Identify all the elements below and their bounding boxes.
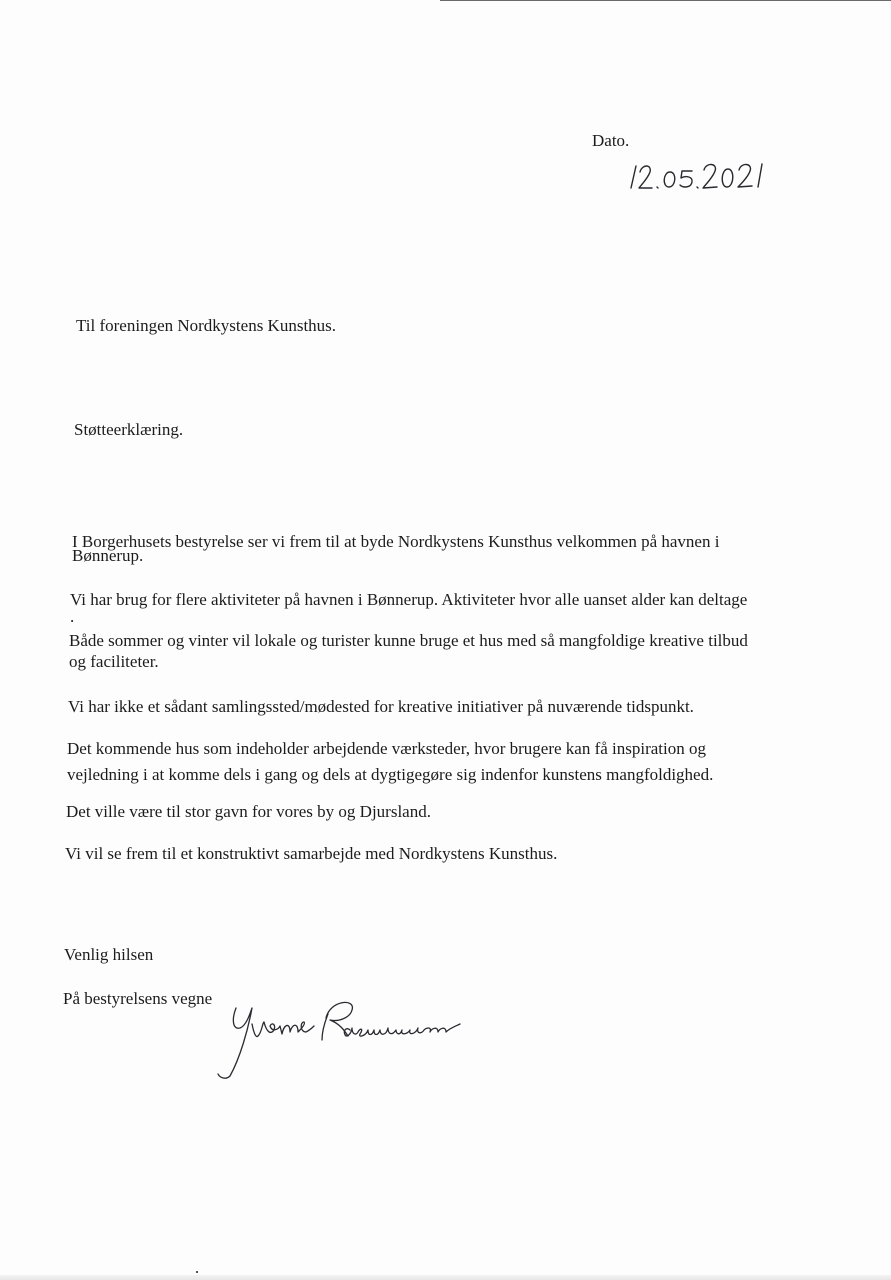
paragraph-2-line-1: Vi har brug for flere aktiviteter på havnen i Bønnerup. Aktiviteter hvor alle uanset alder kan deltage: [70, 590, 748, 609]
paragraph-2-line-3: Både sommer og vinter vil lokale og turister kunne bruge et hus med så mangfoldige kreative tilbud: [69, 631, 748, 650]
paragraph-1-line-1: I Borgerhusets bestyrelse ser vi frem til at byde Nordkystens Kunsthus velkommen på havnen i: [72, 532, 720, 551]
subject-heading: Støtteerklæring.: [74, 420, 184, 439]
paragraph-2-line-4: og faciliteter.: [69, 652, 159, 671]
scan-bottom-edge: [0, 1275, 891, 1280]
handwritten-signature: [210, 990, 490, 1085]
date-label: Dato.: [592, 131, 630, 150]
scan-speck: [196, 1271, 198, 1273]
on-behalf-line: På bestyrelsens vegne: [63, 989, 213, 1008]
handwritten-date: [626, 158, 776, 194]
paragraph-2-line-2: .: [70, 607, 75, 626]
recipient-line: Til foreningen Nordkystens Kunsthus.: [76, 316, 337, 335]
paragraph-6: Vi vil se frem til et konstruktivt samarbejde med Nordkystens Kunsthus.: [65, 844, 558, 863]
paragraph-4-line-2: vejledning i at komme dels i gang og dels at dygtigegøre sig indenfor kunstens mangfoldighed.: [67, 765, 714, 784]
paragraph-3: Vi har ikke et sådant samlingssted/mødested for kreative initiativer på nuværende tidspunkt.: [68, 697, 694, 716]
paragraph-5: Det ville være til stor gavn for vores by og Djursland.: [66, 802, 431, 821]
closing-greeting: Venlig hilsen: [64, 945, 154, 964]
paragraph-1-line-2: Bønnerup.: [72, 546, 144, 565]
paragraph-4-line-1: Det kommende hus som indeholder arbejdende værksteder, hvor brugere kan få inspiration og: [67, 739, 707, 758]
scan-top-edge: [440, 0, 891, 1]
